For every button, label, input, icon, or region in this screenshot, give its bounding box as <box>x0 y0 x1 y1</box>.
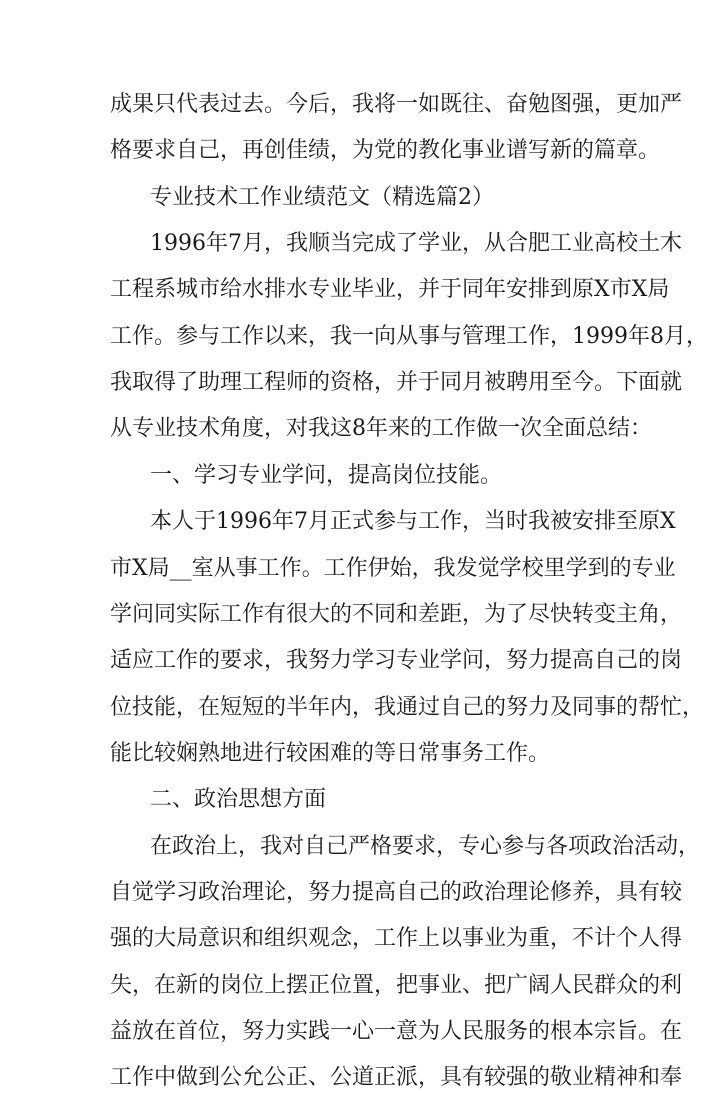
text-line: 1996年7月，我顺当完成了学业，从合肥工业高校土木 <box>150 231 682 257</box>
text-line: 专业技术工作业绩范文（精选篇2） <box>150 184 494 210</box>
text-line: 自觉学习政治理论，努力提高自己的政治理论修养，具有较 <box>110 879 683 905</box>
text-line: 强的大局意识和组织观念，工作上以事业为重，不计个人得 <box>110 926 683 952</box>
text-line: 失，在新的岗位上摆正位置，把事业、把广阔人民群众的利 <box>110 972 683 998</box>
text-line: 在政治上，我对自己严格要求，专心参与各项政治活动， <box>150 833 701 859</box>
text-line: 适应工作的要求，我努力学习专业学问，努力提高自己的岗 <box>110 648 683 674</box>
text-line: 成果只代表过去。今后，我将一如既往、奋勉图强，更加严 <box>110 92 683 117</box>
text-line: 本人于1996年7月正式参与工作，当时我被安排至原X <box>150 509 676 535</box>
text-line: 市X局__室从事工作。工作伊始，我发觉学校里学到的专业 <box>110 555 676 581</box>
text-line: 我取得了助理工程师的资格，并于同月被聘用至今。下面就 <box>110 370 683 396</box>
text-line: 工作。参与工作以来，我一向从事与管理工作，1999年8月， <box>110 323 708 349</box>
text-line: 工程系城市给水排水专业毕业，并于同年安排到原X市X局 <box>110 277 670 303</box>
text-line: 学问同实际工作有很大的不同和差距，为了尽快转变主角， <box>110 601 683 627</box>
text-line: 二、政治思想方面 <box>150 787 327 813</box>
text-line: 一、学习专业学问，提高岗位技能。 <box>150 462 503 488</box>
text-line: 能比较娴熟地进行较困难的等日常事务工作。 <box>110 740 551 766</box>
text-line: 格要求自己，再创佳绩，为党的教化事业谱写新的篇章。 <box>110 138 661 164</box>
text-line: 工作中做到公允公正、公道正派，具有较强的敬业精神和奉 <box>110 1065 683 1091</box>
text-line: 从专业技术角度，对我这8年来的工作做一次全面总结： <box>110 416 652 442</box>
text-line: 益放在首位，努力实践一心一意为人民服务的根本宗旨。在 <box>110 1019 683 1044</box>
text-line: 位技能，在短短的半年内，我通过自己的努力及同事的帮忙， <box>110 694 705 720</box>
